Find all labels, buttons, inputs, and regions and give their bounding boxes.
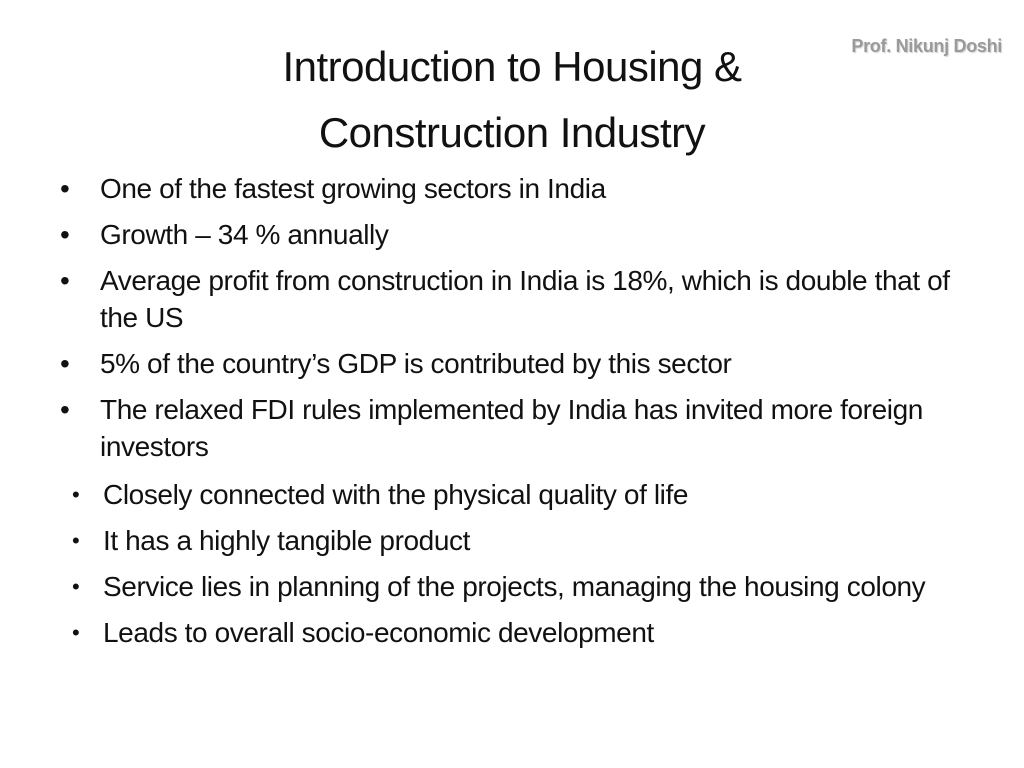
author-label: Prof. Nikunj Doshi — [851, 36, 1002, 56]
bullet-text: Growth – 34 % annually — [100, 219, 389, 250]
bullet-dot-icon: • — [72, 482, 80, 507]
bullet-text: The relaxed FDI rules implemented by India has invited more foreign investors — [100, 394, 923, 462]
bullet-dot-icon: • — [60, 348, 70, 379]
bullet-text: Leads to overall socio-economic development — [103, 617, 654, 648]
secondary-bullet-list — [70, 476, 970, 660]
bullet-dot-icon: • — [72, 574, 80, 599]
bullet-dot-icon: • — [60, 394, 70, 425]
bullet-text: 5% of the country’s GDP is contributed by this sector — [100, 348, 732, 379]
bullet-item — [54, 216, 974, 253]
secondary-bullet-item — [70, 522, 970, 559]
bullet-dot-icon: • — [72, 528, 80, 553]
bullet-dot-icon: • — [72, 620, 80, 645]
bullet-list — [54, 170, 974, 474]
bullet-item — [54, 391, 974, 465]
slide-title-line-1: Introduction to Housing & — [282, 43, 742, 90]
bullet-item — [54, 262, 974, 336]
bullet-item — [54, 345, 974, 382]
bullet-text: It has a highly tangible product — [103, 525, 471, 556]
bullet-text: One of the fastest growing sectors in India — [100, 173, 606, 204]
bullet-dot-icon: • — [60, 219, 70, 250]
secondary-bullet-item — [70, 568, 970, 605]
slide-title — [150, 34, 874, 166]
bullet-text: Average profit from construction in India is 18%, which is double that of the US — [100, 265, 950, 333]
bullet-dot-icon: • — [60, 173, 70, 204]
secondary-bullet-item — [70, 476, 970, 513]
bullet-item — [54, 170, 974, 207]
bullet-text: Service lies in planning of the projects, managing the housing colony — [103, 571, 926, 602]
secondary-bullet-item — [70, 614, 970, 651]
slide-title-line-2: Construction Industry — [318, 109, 706, 156]
bullet-dot-icon: • — [60, 265, 70, 296]
bullet-text: Closely connected with the physical quality of life — [103, 479, 689, 510]
